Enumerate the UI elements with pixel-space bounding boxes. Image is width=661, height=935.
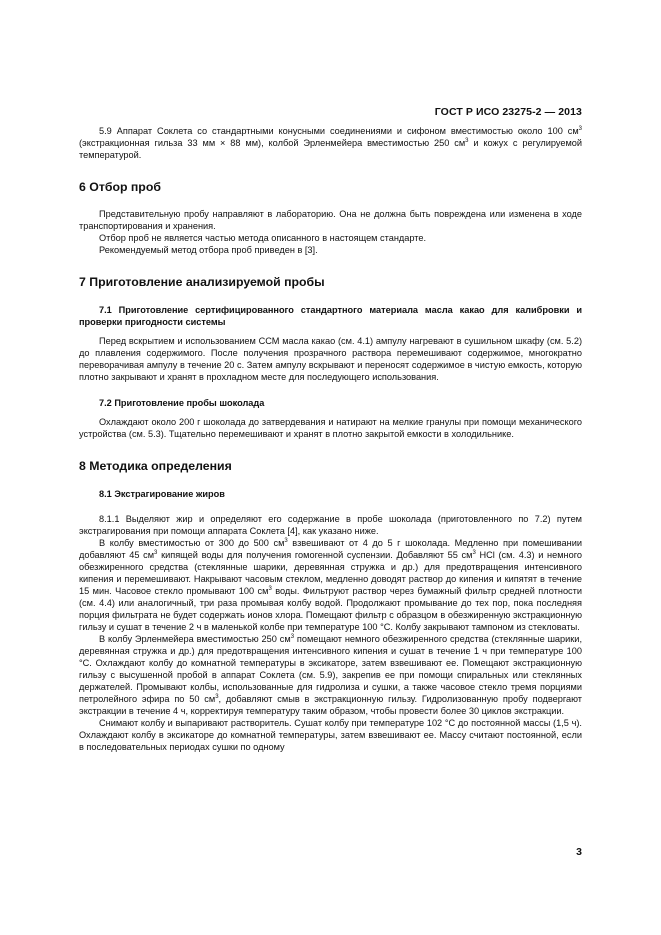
paragraph-8-1-1-extraction: В колбу Эрленмейера вместимостью 250 $см^3$ помещают немного обезжиренного средства (стеклянные шарики, деревянная стружка и др.) для предотвращения интенсивного кипения и сушат в течение 1 ч при температуре 100 °С. Охлаждают колбу до комнатной температуры в эксикаторе, затем взвешивают ее. Помещают экстракционную гильзу с высушенной пробой в аппарат Соклета (см. 5.9), закрепив ее при помощи спиральных или стеклянных держателей. Промывают колбы, использованные для гидролиза и сушки, а также часовое стекло тремя порциями петролейного эфира по 50 $см^3$, добавляют смыв в экстракционную гильзу. Гидролизованную пробу подвергают экстракции в течение 4 ч, корректируя температуру таким образом, чтобы провести более 30 циклов экстракции. xyxy=(79,633,582,716)
subsection-7-2-paragraph: Охлаждают около 200 г шоколада до затвердевания и натирают на мелкие гранулы при помощи механического устройства (см. 5.3). Тщательно перемешивают и хранят в плотно закрытой емкости в холодильнике. xyxy=(79,417,582,440)
subsection-7-1-title: 7.1 Приготовление сертифицированного стандартного материала масла какао для калибровки и проверки пригодности системы xyxy=(79,304,582,327)
document-header: ГОСТ Р ИСО 23275-2 — 2013 xyxy=(434,106,582,118)
subsection-8-1-title: 8.1 Экстрагирование жиров xyxy=(99,489,225,500)
section-8-title: 8 Методика определения xyxy=(79,459,232,474)
paragraph-8-1-1: 8.1.1 Выделяют жир и определяют его содержание в пробе шоколада (приготовленного по 7.2) путем экстрагирования при помощи аппарата Соклета [4], как указано ниже. xyxy=(79,514,582,537)
section-6-title: 6 Отбор проб xyxy=(79,179,161,194)
document-body xyxy=(79,126,582,753)
page-number: 3 xyxy=(576,846,582,858)
subsection-7-1-paragraph: Перед вскрытием и использованием ССМ масла какао (см. 4.1) ампулу нагревают в сушильном шкафу (см. 5.2) до плавления содержимого. После получения прозрачного раствора перемешивают содержимое, многократно переворачивая ампулу в течение 20 с. Затем ампулу вскрывают и переносят содержимое в чистую емкость, которую плотно закрывают и хранят в прохладном месте для последующего использования. xyxy=(79,335,582,382)
subsection-7-2-title: 7.2 Приготовление пробы шоколада xyxy=(99,398,265,409)
paragraph-5-9: 5.9 Аппарат Соклета со стандартными конусными соединениями и сифоном вместимостью около 100 $см^3$ (экстракционная гильза 33 мм × 88 мм), колбой Эрленмейера вместимостью 250 $см^3$ и кожух с регулируемой температурой. xyxy=(79,126,582,160)
section-6-paragraph: Отбор проб не является частью метода описанного в настоящем стандарте. xyxy=(99,232,427,243)
paragraph-8-1-1-hydrolysis: В колбу вместимостью от 300 до 500 $см^3$ взвешивают от 4 до 5 г шоколада. Медленно при помешивании добавляют 45 $см^3$ кипящей воды для получения гомогенной суспензии. Добавляют 55 $см^3$ HCl (см. 4.3) и немного обезжиренного средства (стеклянные шарики, деревянная стружка и др.) для предотвращения интенсивного кипения и перемешивают. Накрывают часовым стеклом, медленно доводят раствор до кипения и кипятят в течение 15 мин. Часовое стекло промывают 100 $см^3$ воды. Фильтруют раствор через бумажный фильтр средней плотности (см. 4.4) или аналогичный, три раза промывая колбу водой. Продолжают промывание до тех пор, пока последняя порция фильтрата не будет содержать ионов хлора. Помещают фильтр с образцом в обезжиренную экстракционную гильзу и сушат в течение 2 ч в маленькой колбе при температуре 100 °С. Колбу закрывают тампоном из стекловаты. xyxy=(79,538,582,632)
paragraph-8-1-1-drying: Снимают колбу и выпаривают растворитель. Сушат колбу при температуре 102 °С до постоянной массы (1,5 ч). Охлаждают колбу в эксикаторе до комнатной температуры, затем взвешивают ее. Массу считают постоянной, если в последовательных периодах сушки по одному xyxy=(79,717,582,752)
section-6-paragraph: Рекомендуемый метод отбора проб приведен в [3]. xyxy=(99,244,318,255)
section-6-paragraph: Представительную пробу направляют в лабораторию. Она не должна быть повреждена или изменена в ходе транспортирования и хранения. xyxy=(79,208,582,231)
section-7-title: 7 Приготовление анализируемой пробы xyxy=(79,274,325,289)
